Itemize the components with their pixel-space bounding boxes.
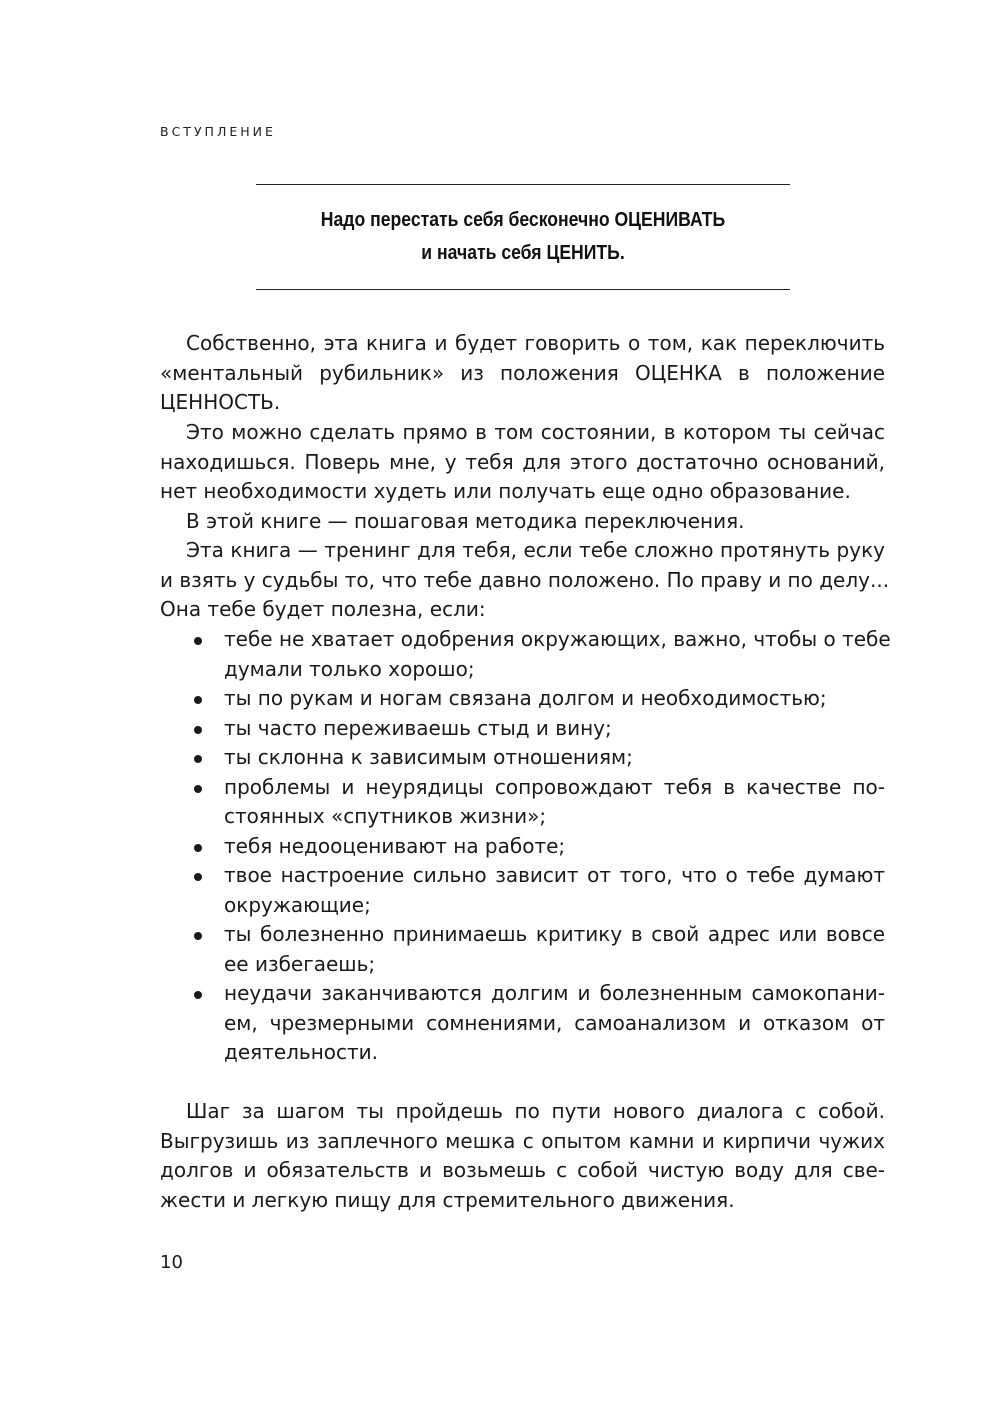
text-line: находишься. Поверь мне, у тебя для этого достаточно оснований, [160,449,885,474]
text-line: проблемы и неурядицы сопровождают тебя в качестве по- [224,774,885,799]
pull-quote-line: и начать себя ЦЕНИТЬ. [421,242,625,264]
list-item [160,625,891,684]
paragraph [160,507,885,537]
text-line: В этой книге — пошаговая методика переключения. [186,509,745,533]
text-line: ты часто переживаешь стыд и вину; [224,715,612,740]
bullet-icon [194,637,202,645]
quote-top-rule [256,184,790,185]
text-line: Выгрузишь из заплечного мешка с опытом камни и кирпичи чужих [160,1128,885,1153]
text-line: ем, чрезмерными сомнениями, самоанализом и отказом от [224,1010,885,1035]
bullet-icon [194,991,202,999]
page-number: 10 [160,1252,183,1273]
list-item [160,714,885,744]
text-line: Собственно, эта книга и будет говорить о том, как переключить [186,331,885,355]
bullet-icon [194,873,202,881]
text-line: «ментальный рубильник» из положения ОЦЕНКА в положение [160,360,885,385]
text-line: стоянных «спутников жизни»; [224,804,547,828]
text-line: твое настроение сильно зависит от того, что о тебе думают [224,863,885,887]
text-line: Она тебе будет полезна, если: [160,597,486,621]
quote-bottom-rule [256,289,790,290]
list-item [160,773,885,832]
text-line: жести и легкую пищу для стремительного движения. [160,1187,735,1212]
text-line: Это можно сделать прямо в том состоянии, в котором ты сейчас [186,420,885,444]
paragraph [160,536,890,625]
list-item [160,861,885,920]
bullet-icon [194,785,202,793]
list-item [160,743,885,773]
paragraph [160,329,885,418]
bullet-icon [194,932,202,940]
paragraph [160,1097,885,1215]
text-line: думали только хорошо; [224,656,475,681]
text-line: Шаг за шагом ты пройдешь по пути нового диалога с собой. [186,1099,885,1123]
list-item [160,684,885,714]
bullet-list [160,625,891,1068]
list-item [160,979,885,1068]
bullet-icon [194,755,202,763]
list-item [160,920,885,979]
text-line: неудачи заканчиваются долгим и болезненным самокопани- [224,981,885,1005]
text-line: долгов и обязательств и возьмешь с собой чистую воду для све- [160,1158,885,1182]
text-line: ее избегаешь; [224,951,376,976]
pull-quote [288,204,758,270]
text-line: тебя недооценивают на работе; [224,833,566,858]
running-head: ВСТУПЛЕНИЕ [160,124,276,139]
text-line: ЦЕННОСТЬ. [160,390,281,414]
paragraph [160,418,885,507]
text-line: ты болезненно принимаешь критику в свой адрес или вовсе [224,922,885,946]
text-line: тебе не хватает одобрения окружающих, важно, чтобы о тебе [224,627,891,651]
bullet-icon [194,696,202,704]
bullet-icon [194,726,202,734]
text-line: и взять у судьбы то, что тебе давно положено. По праву и по делу... [160,567,890,592]
text-line: нет необходимости худеть или получать еще одно образование. [160,479,851,503]
list-item [160,832,885,862]
text-line: ты склонна к зависимым отношениям; [224,745,633,769]
pull-quote-line: Надо перестать себя бесконечно ОЦЕНИВАТЬ [320,209,726,231]
text-line: Эта книга — тренинг для тебя, если тебе сложно протянуть руку [186,538,885,562]
bullet-icon [194,844,202,852]
text-line: деятельности. [224,1040,379,1064]
text-line: ты по рукам и ногам связана долгом и необходимостью; [224,686,827,710]
text-line: окружающие; [224,892,371,917]
